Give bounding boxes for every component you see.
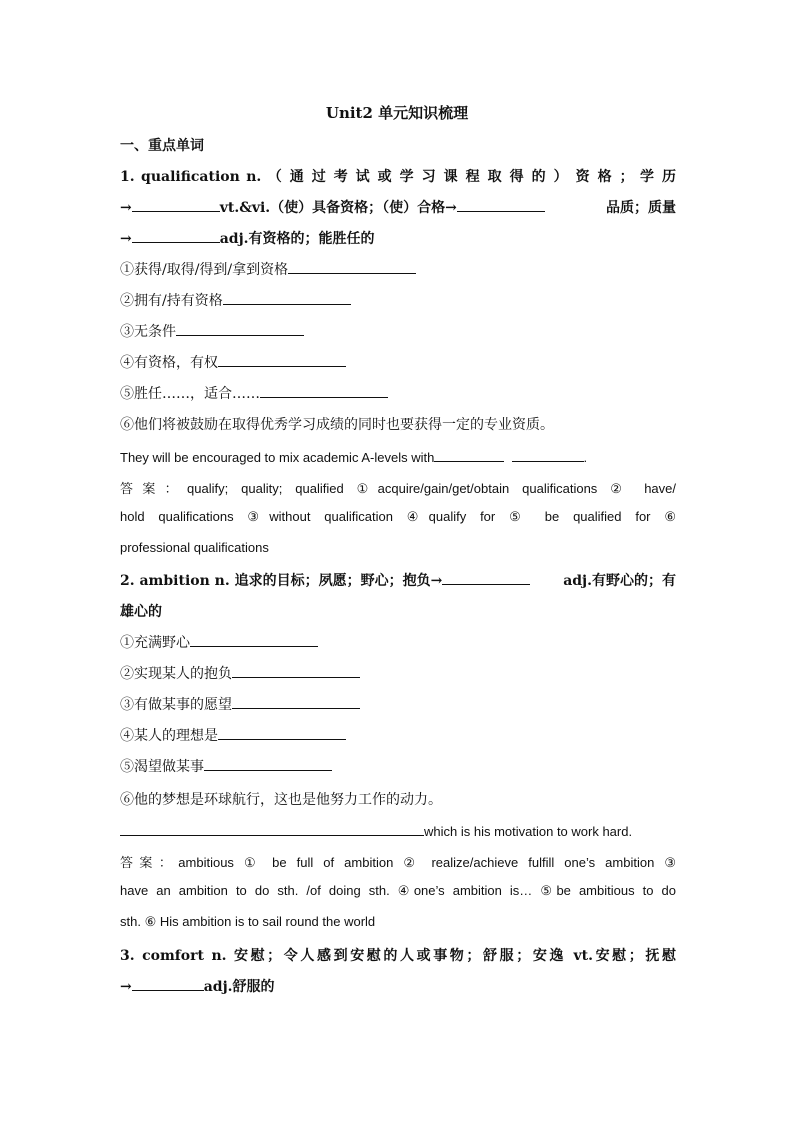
fill-blank[interactable] <box>457 197 545 212</box>
word1-definition-line1: 1. qualification n. （ 通 过 考 试 或 学 习 课 程 取 得 的 ） 资 格 ； 学 历 <box>120 169 676 185</box>
phrase-item: ①充满野心 <box>120 632 676 652</box>
phrase-item: ②实现某人的抱负 <box>120 663 676 683</box>
answer-line: have an ambition to do sth. /of doing sth. ④one’s ambition is… ⑤be ambitious to do <box>120 883 676 898</box>
translation-prompt: ⑥他们将被鼓励在取得优秀学习成绩的同时也要获得一定的专业资质。 <box>120 417 554 433</box>
fill-blank[interactable] <box>260 383 388 398</box>
phrase-item: ④有资格，有权 <box>120 352 676 372</box>
word3-definition-line1: 3. comfort n. 安慰；令人感到安慰的人或事物；舒服；安逸 vt.安慰；抚慰 <box>120 948 676 964</box>
fill-blank[interactable] <box>232 663 360 678</box>
fill-blank[interactable] <box>132 197 220 212</box>
fill-blank[interactable] <box>218 352 346 367</box>
word1-forms-end: 品质；质量 <box>606 200 676 216</box>
translation-sentence: which is his motivation to work hard. <box>120 821 676 839</box>
word2-definition-line2: 雄心的 <box>120 604 162 620</box>
translation-sentence: They will be encouraged to mix academic A-levels with . <box>120 447 676 465</box>
fill-blank[interactable] <box>232 694 360 709</box>
word3-definition-line2: → adj.舒服的 <box>120 976 676 996</box>
word1-definition-line3 <box>120 228 676 248</box>
fill-blank[interactable] <box>434 447 504 462</box>
fill-blank[interactable] <box>190 632 318 647</box>
word1-adj: adj.有资格的；能胜任的 <box>219 231 375 247</box>
fill-blank[interactable] <box>132 976 204 991</box>
fill-blank[interactable] <box>120 821 424 836</box>
phrase-item: ②拥有/持有资格 <box>120 290 676 310</box>
fill-blank[interactable] <box>442 570 530 585</box>
fill-blank[interactable] <box>176 321 304 336</box>
answer-line: sth. ⑥ His ambition is to sail round the world <box>120 914 376 929</box>
phrase-item: ④某人的理想是 <box>120 725 676 745</box>
fill-blank[interactable] <box>512 447 584 462</box>
translation-prompt: ⑥他的梦想是环球航行，这也是他努力工作的动力。 <box>120 792 442 808</box>
fill-blank[interactable] <box>204 756 332 771</box>
section-heading: 一、重点单词 <box>120 138 204 154</box>
phrase-item: ⑤渴望做某事 <box>120 756 676 776</box>
page-title: Unit2 单元知识梳理 <box>325 104 469 122</box>
phrase-item: ⑤胜任……，适合…… <box>120 383 676 403</box>
word1-forms: vt.&vi.（使）具备资格；（使）合格→ <box>219 200 457 216</box>
phrase-item: ①获得/取得/得到/拿到资格 <box>120 259 676 279</box>
arrow: → <box>120 200 132 216</box>
fill-blank[interactable] <box>288 259 416 274</box>
phrase-item: ③有做某事的愿望 <box>120 694 676 714</box>
word2-definition-line1: 2. ambition n. 追求的目标；夙愿；野心；抱负→ adj.有野心的；有 <box>120 570 676 590</box>
phrase-item: ③无条件 <box>120 321 676 341</box>
answer-line: professional qualifications <box>120 540 269 555</box>
answer-line: 答案：qualify; quality; qualified ①acquire/gain/get/obtain qualifications ② have/ <box>120 481 676 496</box>
answer-line: 答案：ambitious ① be full of ambition ② realize/achieve fulfill one’s ambition ③ <box>120 855 676 870</box>
fill-blank[interactable] <box>223 290 351 305</box>
fill-blank[interactable] <box>218 725 346 740</box>
arrow: → <box>120 231 132 247</box>
fill-blank[interactable] <box>132 228 220 243</box>
word1-definition-line2 <box>120 197 676 217</box>
answer-line: hold qualifications ③without qualification ④qualify for ⑤ be qualified for ⑥ <box>120 509 676 524</box>
